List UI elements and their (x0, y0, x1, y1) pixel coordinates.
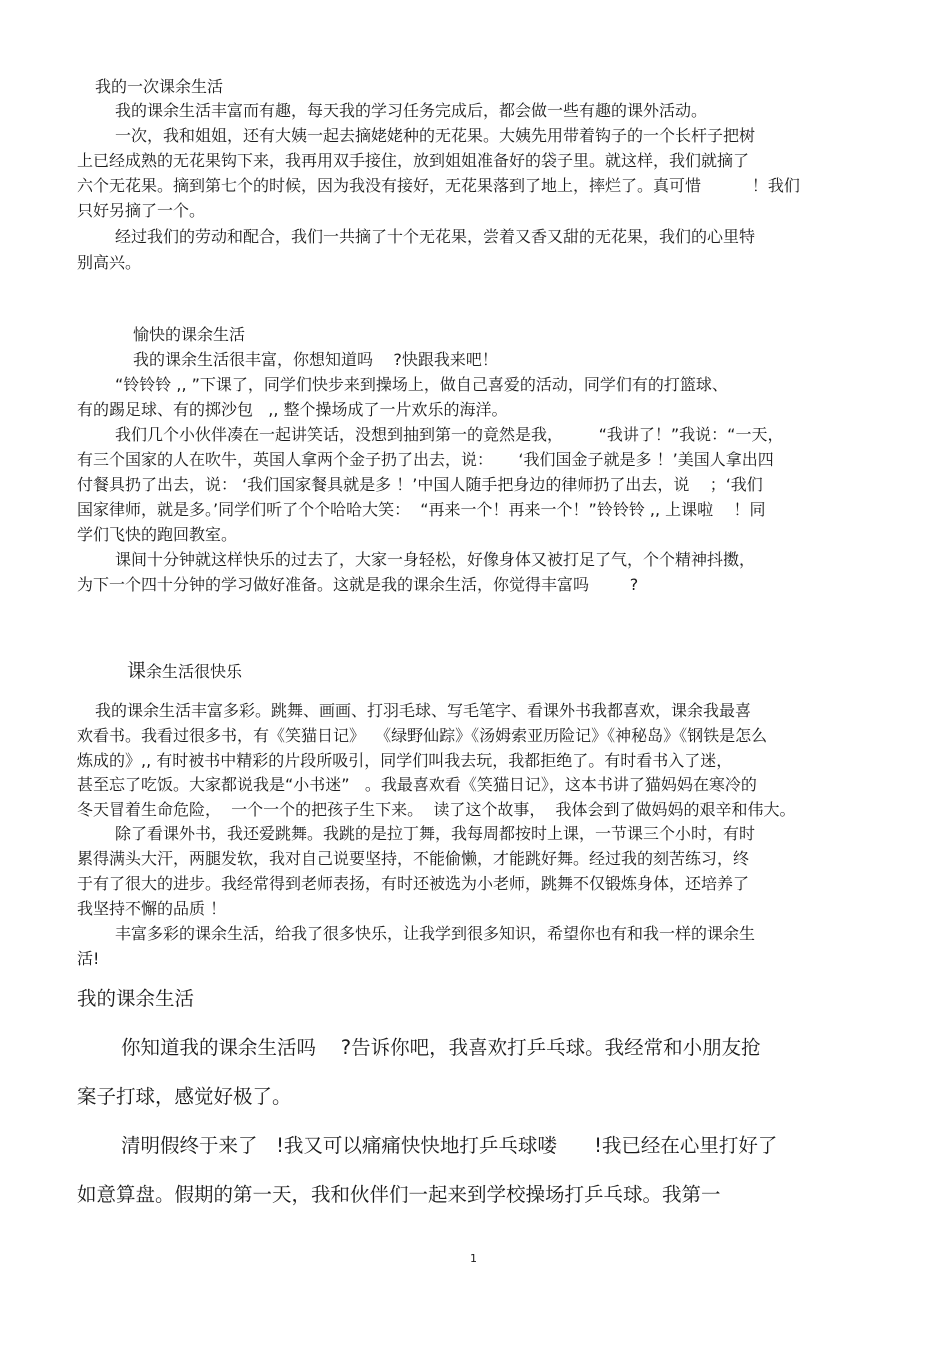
essay-3-title-first-char: 课 (127, 660, 147, 682)
essay-3-line: 炼成的》,, 有时被书中精彩的片段所吸引，同学们叫我去玩，我都拒绝了。有时看书入了迷， (77, 751, 733, 770)
essay-3-line: 于有了很大的进步。我经常得到老师表扬，有时还被选为小老师，跳舞不仅锻炼身体，还培养了 (77, 874, 750, 893)
essay-2-line: 国家律师，就是多。’同学们听了个个哈哈大笑： “再来一个！再来一个！”铃铃铃 ,, 上课啦 ！同 (77, 500, 766, 519)
essay-1-line: 六个无花果。摘到第七个的时候，因为我没有接好，无花果落到了地上，摔烂了。真可惜 ！我们 (77, 176, 800, 195)
essay-2-line: 有的踢足球、有的掷沙包 ,, 整个操场成了一片欢乐的海洋。 (77, 400, 508, 419)
essay-3-line: 活! (77, 949, 100, 968)
essay-2-line: “铃铃铃 ,, ”下课了，同学们快步来到操场上，做自己喜爱的活动，同学们有的打篮球、 (115, 375, 728, 394)
essay-3-line: 除了看课外书，我还爱跳舞。我跳的是拉丁舞，我每周都按时上课，一节课三个小时，有时 (115, 824, 756, 843)
essay-1-line: 别高兴。 (77, 253, 142, 272)
essay-4-line: 你知道我的课余生活吗 ?告诉你吧，我喜欢打乒乓球。我经常和小朋友抢 (121, 1036, 761, 1059)
essay-1-line: 我的课余生活丰富而有趣，每天我的学习任务完成后，都会做一些有趣的课外活动。 (115, 101, 708, 120)
essay-1-line: 只好另摘了一个。 (77, 201, 206, 220)
page-number: 1 (470, 1252, 477, 1265)
essay-4-title: 我的课余生活 (77, 987, 195, 1010)
essay-1-title: 我的一次课余生活 (95, 77, 224, 96)
essay-4-line: 如意算盘。假期的第一天，我和伙伴们一起来到学校操场打乒乓球。我第一 (77, 1183, 721, 1206)
essay-2-line: 有三个国家的人在吹牛，英国人拿两个金子扔了出去，说： ‘我们国金子就是多 ！’美国人拿出四 (77, 450, 774, 469)
essay-3-line: 冬天冒着生命危险， 一个一个的把孩子生下来。 读了这个故事， 我体会到了做妈妈的艰辛和伟大。 (77, 800, 796, 819)
essay-3-line: 累得满头大汗，两腿发软，我对自己说要坚持，不能偷懒，才能跳好舞。经过我的刻苦练习，终 (77, 849, 750, 868)
essay-2-line: 付餐具扔了出去，说： ‘我们国家餐具就是多 ！’中国人随手把身边的律师扔了出去，说 ；‘我们 (77, 475, 763, 494)
essay-2-line: 我的课余生活很丰富，你想知道吗 ?快跟我来吧！ (133, 350, 498, 369)
essay-4-line: 清明假终于来了 !我又可以痛痛快快地打乒乓球喽 !我已经在心里打好了 (121, 1134, 778, 1157)
essay-3-line: 欢看书。我看过很多书，有《笑猫日记》 《绿野仙踪》《汤姆索亚历险记》《神秘岛》《钢铁是怎么 (77, 726, 768, 745)
essay-1-line: 上已经成熟的无花果钩下来，我再用双手接住，放到姐姐准备好的袋子里。就这样，我们就摘了 (77, 151, 750, 170)
essay-4-line: 案子打球，感觉好极了。 (77, 1085, 292, 1108)
essay-2-line: 我们几个小伙伴凑在一起讲笑话，没想到抽到第一的竟然是我， “我讲了！”我说：“一天， (115, 425, 784, 444)
essay-3-title (127, 662, 242, 681)
essay-2-line: 为下一个四十分钟的学习做好准备。这就是我的课余生活，你觉得丰富吗 ? (77, 575, 639, 594)
essay-1-line: 经过我们的劳动和配合，我们一共摘了十个无花果，尝着又香又甜的无花果，我们的心里特 (115, 227, 756, 246)
essay-2-line: 学们飞快的跑回教室。 (77, 525, 238, 544)
essay-3-title-rest: 余生活很快乐 (146, 662, 243, 681)
essay-3-line: 我坚持不懈的品质 ！ (77, 899, 227, 918)
essay-3-line: 丰富多彩的课余生活，给我了很多快乐，让我学到很多知识，希望你也有和我一样的课余生 (115, 924, 756, 943)
essay-3-line: 我的课余生活丰富多彩。跳舞、画画、打羽毛球、写毛笔字、看课外书我都喜欢，课余我最喜 (95, 701, 752, 720)
essay-2-line: 课间十分钟就这样快乐的过去了，大家一身轻松，好像身体又被打足了气，个个精神抖擞， (115, 550, 756, 569)
essay-1-line: 一次，我和姐姐，还有大姨一起去摘姥姥种的无花果。大姨先用带着钩子的一个长杆子把树 (115, 126, 756, 145)
essay-3-line: 甚至忘了吃饭。大家都说我是“小书迷” 。我最喜欢看《笑猫日记》，这本书讲了猫妈妈在寒冷的 (77, 775, 757, 794)
essay-2-title: 愉快的课余生活 (133, 325, 246, 344)
